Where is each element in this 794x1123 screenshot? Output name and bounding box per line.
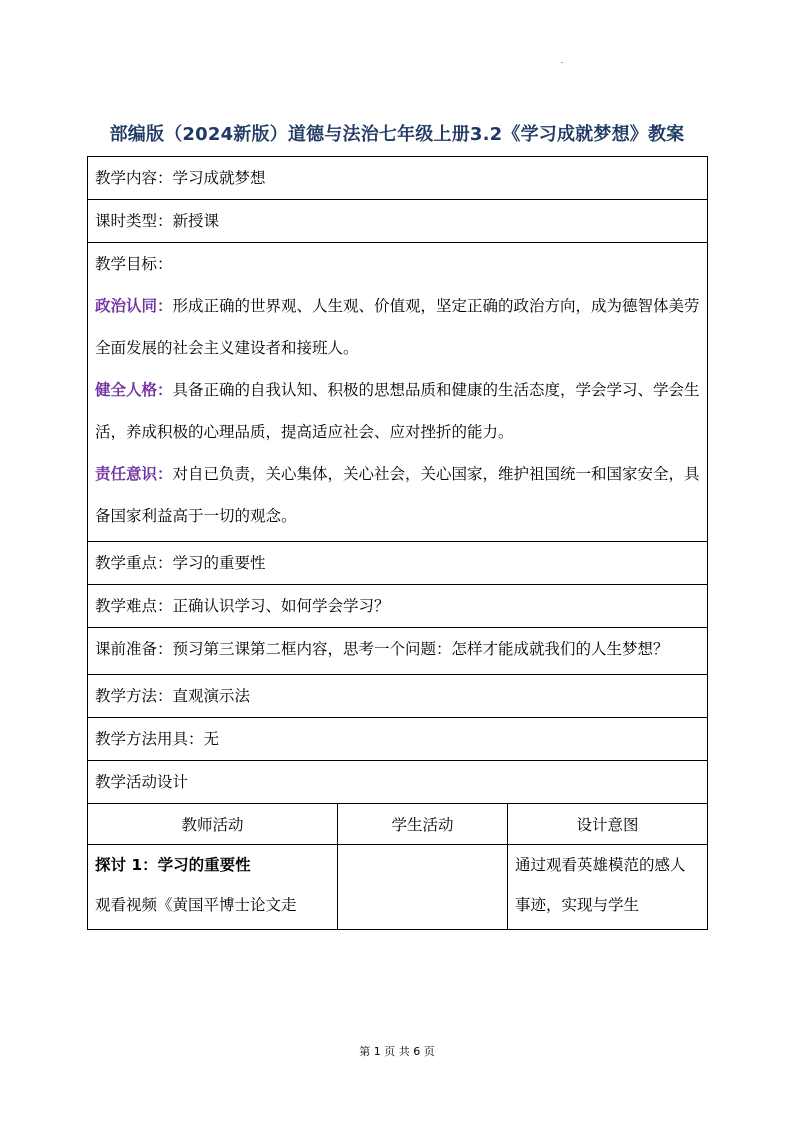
header-intent: 设计意图 [508,804,708,845]
row-key-point [88,542,708,585]
cell-teacher-activity [88,845,338,930]
header-teacher: 教师活动 [88,804,338,845]
row-activity-design [88,761,708,804]
cell-method: 教学方法：直观演示法 [88,675,708,718]
teacher-heading: 探讨 1：学习的重要性 [95,856,251,874]
goal-personality-label: 健全人格： [95,381,173,399]
goal-political-text: 形成正确的世界观、人生观、价值观，坚定正确的政治方向，成为德智体美劳全面发展的社会主义建设者和接班人。 [95,297,700,357]
activity-header-row [88,804,708,845]
cell-activity-design: 教学活动设计 [88,761,708,804]
cell-lesson-type: 课时类型：新授课 [88,200,708,243]
cell-key-point: 教学重点：学习的重要性 [88,542,708,585]
row-goals [88,243,708,542]
activity-row [88,845,708,930]
cell-preparation: 课前准备：预习第三课第二框内容，思考一个问题：怎样才能成就我们的人生梦想？ [88,628,708,675]
goal-personality [95,369,700,453]
goal-political-label: 政治认同： [95,297,173,315]
cell-goals [88,243,708,542]
scan-dot [561,62,563,63]
cell-difficulty: 教学难点：正确认识学习、如何学会学习？ [88,585,708,628]
goal-responsibility [95,453,700,541]
cell-student-activity [338,845,508,930]
goal-political [95,285,700,369]
cell-tools: 教学方法用具：无 [88,718,708,761]
row-method [88,675,708,718]
row-content [88,157,708,200]
row-tools [88,718,708,761]
goal-responsibility-label: 责任意识： [95,465,173,483]
row-difficulty [88,585,708,628]
cell-content: 教学内容：学习成就梦想 [88,157,708,200]
document-title: 部编版（2024新版）道德与法治七年级上册3.2《学习成就梦想》教案 [109,124,685,145]
goal-responsibility-text: 对自已负责，关心集体，关心社会，关心国家，维护祖国统一和国家安全，具备国家利益高于一切的观念。 [95,465,700,525]
goal-personality-text: 具备正确的自我认知、积极的思想品质和健康的生活态度，学会学习、学会生活，养成积极的心理品质，提高适应社会、应对挫折的能力。 [95,381,700,441]
goals-heading: 教学目标： [95,255,173,273]
teacher-text: 观看视频《黄国平博士论文走 [95,896,297,914]
lesson-plan-table [87,156,708,930]
cell-design-intent: 通过观看英雄模范的感人事迹，实现与学生 [508,845,708,930]
page-footer: 第 1 页 共 6 页 [359,1045,435,1058]
row-lesson-type [88,200,708,243]
header-student: 学生活动 [338,804,508,845]
row-preparation [88,628,708,675]
